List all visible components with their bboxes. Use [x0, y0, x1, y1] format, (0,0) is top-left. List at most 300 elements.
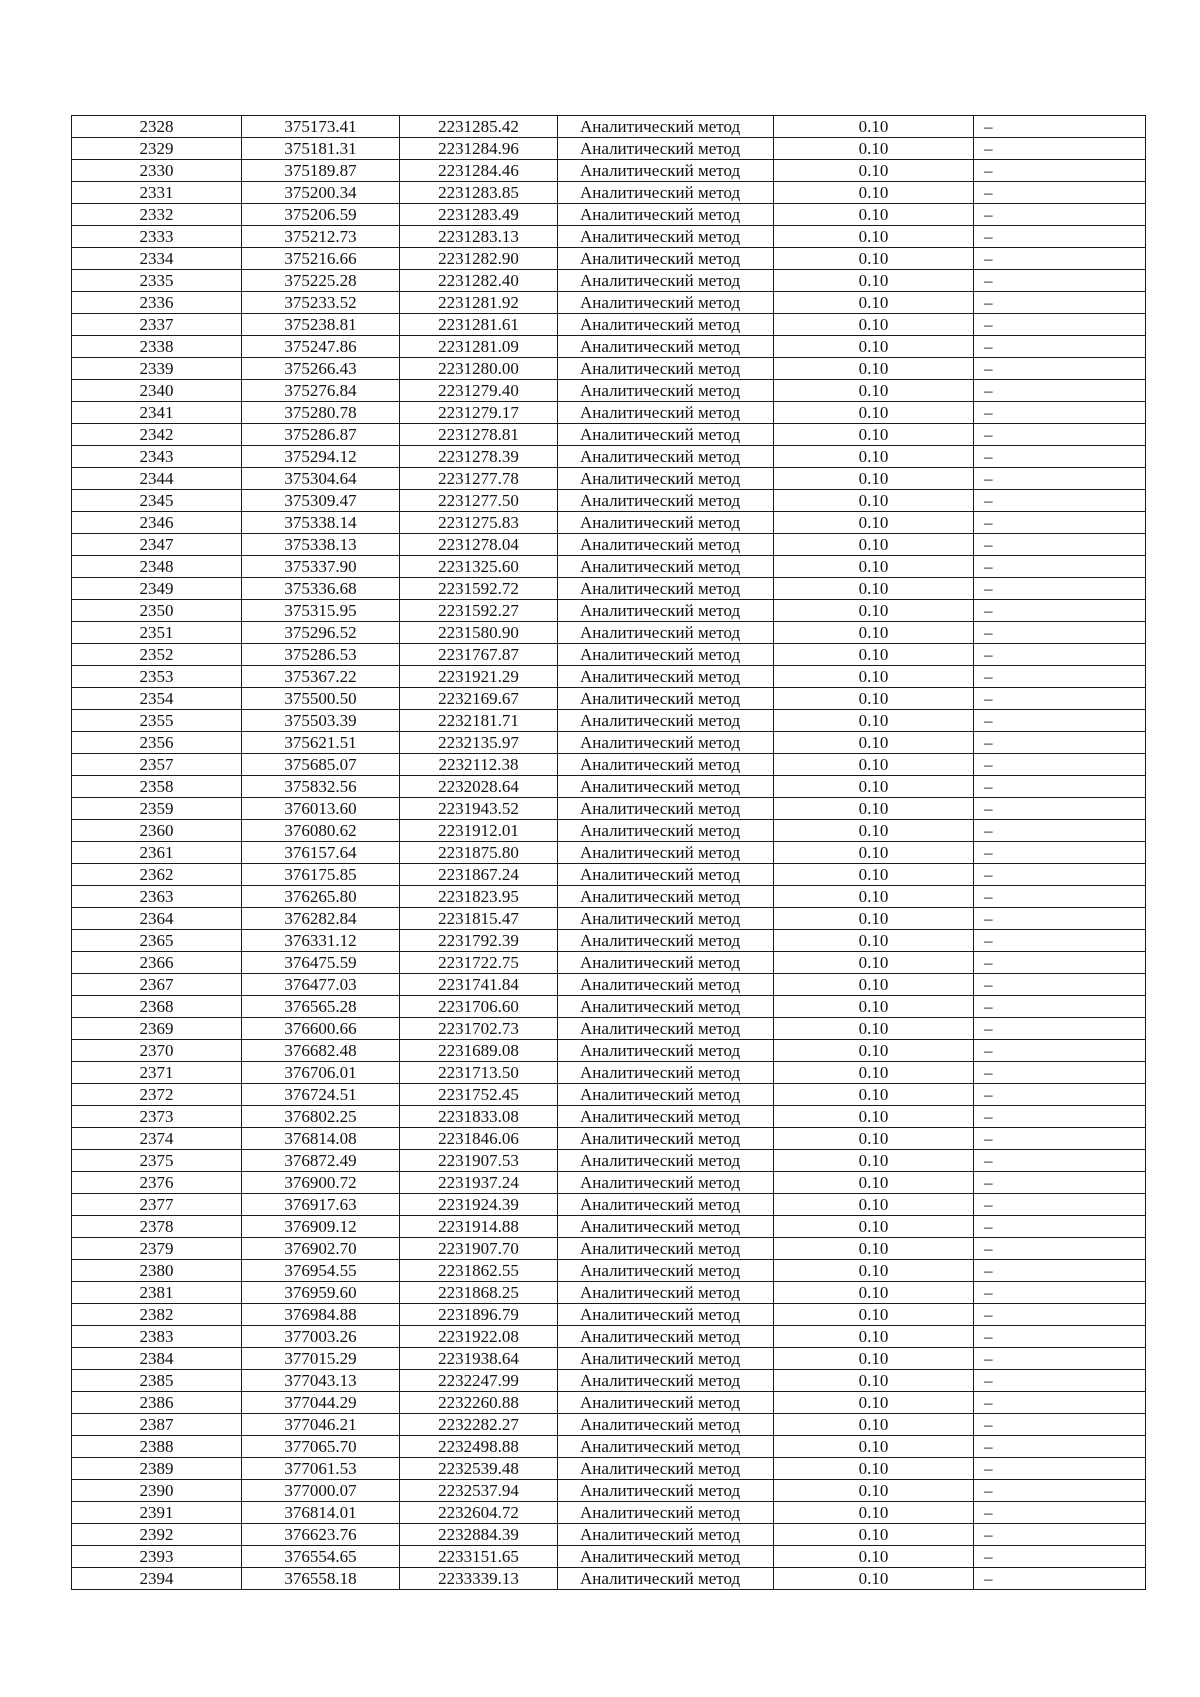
method-cell: Аналитический метод [558, 534, 774, 556]
method-cell: Аналитический метод [558, 842, 774, 864]
method-cell: Аналитический метод [558, 732, 774, 754]
method-cell: Аналитический метод [558, 1568, 774, 1590]
point-number-cell: 2360 [72, 820, 242, 842]
point-number-cell: 2375 [72, 1150, 242, 1172]
x-coordinate-cell: 377000.07 [242, 1480, 400, 1502]
y-coordinate-cell: 2231706.60 [400, 996, 558, 1018]
table-row [72, 1392, 1146, 1414]
table-row [72, 1150, 1146, 1172]
point-number-cell: 2353 [72, 666, 242, 688]
note-cell: – [974, 336, 1146, 358]
table-row [72, 556, 1146, 578]
point-number-cell: 2350 [72, 600, 242, 622]
note-cell: – [974, 138, 1146, 160]
note-cell: – [974, 534, 1146, 556]
note-cell: – [974, 666, 1146, 688]
coordinates-table [71, 115, 1146, 1590]
accuracy-cell: 0.10 [774, 534, 974, 556]
point-number-cell: 2334 [72, 248, 242, 270]
accuracy-cell: 0.10 [774, 380, 974, 402]
accuracy-cell: 0.10 [774, 886, 974, 908]
point-number-cell: 2384 [72, 1348, 242, 1370]
accuracy-cell: 0.10 [774, 468, 974, 490]
method-cell: Аналитический метод [558, 1458, 774, 1480]
point-number-cell: 2346 [72, 512, 242, 534]
y-coordinate-cell: 2231823.95 [400, 886, 558, 908]
y-coordinate-cell: 2231277.50 [400, 490, 558, 512]
accuracy-cell: 0.10 [774, 1414, 974, 1436]
accuracy-cell: 0.10 [774, 1348, 974, 1370]
table-row [72, 204, 1146, 226]
point-number-cell: 2382 [72, 1304, 242, 1326]
accuracy-cell: 0.10 [774, 446, 974, 468]
accuracy-cell: 0.10 [774, 1194, 974, 1216]
x-coordinate-cell: 377043.13 [242, 1370, 400, 1392]
y-coordinate-cell: 2231689.08 [400, 1040, 558, 1062]
y-coordinate-cell: 2232028.64 [400, 776, 558, 798]
y-coordinate-cell: 2231722.75 [400, 952, 558, 974]
table-row [72, 1458, 1146, 1480]
point-number-cell: 2390 [72, 1480, 242, 1502]
point-number-cell: 2333 [72, 226, 242, 248]
note-cell: – [974, 578, 1146, 600]
method-cell: Аналитический метод [558, 1238, 774, 1260]
table-row [72, 864, 1146, 886]
note-cell: – [974, 842, 1146, 864]
y-coordinate-cell: 2231741.84 [400, 974, 558, 996]
point-number-cell: 2373 [72, 1106, 242, 1128]
method-cell: Аналитический метод [558, 1172, 774, 1194]
note-cell: – [974, 1282, 1146, 1304]
point-number-cell: 2381 [72, 1282, 242, 1304]
x-coordinate-cell: 375212.73 [242, 226, 400, 248]
accuracy-cell: 0.10 [774, 666, 974, 688]
x-coordinate-cell: 376984.88 [242, 1304, 400, 1326]
x-coordinate-cell: 376600.66 [242, 1018, 400, 1040]
x-coordinate-cell: 375280.78 [242, 402, 400, 424]
method-cell: Аналитический метод [558, 1260, 774, 1282]
method-cell: Аналитический метод [558, 1348, 774, 1370]
x-coordinate-cell: 376013.60 [242, 798, 400, 820]
accuracy-cell: 0.10 [774, 1524, 974, 1546]
y-coordinate-cell: 2232539.48 [400, 1458, 558, 1480]
method-cell: Аналитический метод [558, 138, 774, 160]
x-coordinate-cell: 376558.18 [242, 1568, 400, 1590]
x-coordinate-cell: 377044.29 [242, 1392, 400, 1414]
accuracy-cell: 0.10 [774, 1260, 974, 1282]
x-coordinate-cell: 375367.22 [242, 666, 400, 688]
x-coordinate-cell: 375200.34 [242, 182, 400, 204]
note-cell: – [974, 512, 1146, 534]
y-coordinate-cell: 2231277.78 [400, 468, 558, 490]
table-row [72, 666, 1146, 688]
note-cell: – [974, 1040, 1146, 1062]
table-row [72, 1062, 1146, 1084]
note-cell: – [974, 1568, 1146, 1590]
point-number-cell: 2383 [72, 1326, 242, 1348]
method-cell: Аналитический метод [558, 1414, 774, 1436]
note-cell: – [974, 1128, 1146, 1150]
y-coordinate-cell: 2231938.64 [400, 1348, 558, 1370]
point-number-cell: 2366 [72, 952, 242, 974]
y-coordinate-cell: 2231815.47 [400, 908, 558, 930]
point-number-cell: 2365 [72, 930, 242, 952]
accuracy-cell: 0.10 [774, 952, 974, 974]
y-coordinate-cell: 2231767.87 [400, 644, 558, 666]
x-coordinate-cell: 375247.86 [242, 336, 400, 358]
x-coordinate-cell: 376265.80 [242, 886, 400, 908]
note-cell: – [974, 776, 1146, 798]
table-row [72, 1018, 1146, 1040]
method-cell: Аналитический метод [558, 1106, 774, 1128]
x-coordinate-cell: 376682.48 [242, 1040, 400, 1062]
point-number-cell: 2335 [72, 270, 242, 292]
table-row [72, 1370, 1146, 1392]
note-cell: – [974, 160, 1146, 182]
table-row [72, 1524, 1146, 1546]
accuracy-cell: 0.10 [774, 578, 974, 600]
note-cell: – [974, 1062, 1146, 1084]
accuracy-cell: 0.10 [774, 1084, 974, 1106]
table-row [72, 336, 1146, 358]
note-cell: – [974, 1326, 1146, 1348]
method-cell: Аналитический метод [558, 270, 774, 292]
table-row [72, 732, 1146, 754]
x-coordinate-cell: 377046.21 [242, 1414, 400, 1436]
x-coordinate-cell: 375225.28 [242, 270, 400, 292]
point-number-cell: 2367 [72, 974, 242, 996]
note-cell: – [974, 820, 1146, 842]
y-coordinate-cell: 2232135.97 [400, 732, 558, 754]
x-coordinate-cell: 375216.66 [242, 248, 400, 270]
x-coordinate-cell: 375266.43 [242, 358, 400, 380]
y-coordinate-cell: 2231278.04 [400, 534, 558, 556]
note-cell: – [974, 1172, 1146, 1194]
method-cell: Аналитический метод [558, 688, 774, 710]
y-coordinate-cell: 2231282.90 [400, 248, 558, 270]
y-coordinate-cell: 2232282.27 [400, 1414, 558, 1436]
x-coordinate-cell: 375238.81 [242, 314, 400, 336]
point-number-cell: 2337 [72, 314, 242, 336]
accuracy-cell: 0.10 [774, 424, 974, 446]
accuracy-cell: 0.10 [774, 490, 974, 512]
point-number-cell: 2338 [72, 336, 242, 358]
table-row [72, 358, 1146, 380]
point-number-cell: 2329 [72, 138, 242, 160]
note-cell: – [974, 1260, 1146, 1282]
method-cell: Аналитический метод [558, 402, 774, 424]
point-number-cell: 2347 [72, 534, 242, 556]
method-cell: Аналитический метод [558, 644, 774, 666]
x-coordinate-cell: 377065.70 [242, 1436, 400, 1458]
point-number-cell: 2364 [72, 908, 242, 930]
accuracy-cell: 0.10 [774, 204, 974, 226]
method-cell: Аналитический метод [558, 886, 774, 908]
y-coordinate-cell: 2231280.00 [400, 358, 558, 380]
y-coordinate-cell: 2231896.79 [400, 1304, 558, 1326]
y-coordinate-cell: 2232181.71 [400, 710, 558, 732]
y-coordinate-cell: 2231846.06 [400, 1128, 558, 1150]
y-coordinate-cell: 2232498.88 [400, 1436, 558, 1458]
note-cell: – [974, 1018, 1146, 1040]
method-cell: Аналитический метод [558, 996, 774, 1018]
point-number-cell: 2369 [72, 1018, 242, 1040]
accuracy-cell: 0.10 [774, 864, 974, 886]
note-cell: – [974, 1150, 1146, 1172]
y-coordinate-cell: 2231279.17 [400, 402, 558, 424]
point-number-cell: 2355 [72, 710, 242, 732]
y-coordinate-cell: 2231752.45 [400, 1084, 558, 1106]
accuracy-cell: 0.10 [774, 512, 974, 534]
y-coordinate-cell: 2231325.60 [400, 556, 558, 578]
table-row [72, 270, 1146, 292]
x-coordinate-cell: 376872.49 [242, 1150, 400, 1172]
accuracy-cell: 0.10 [774, 908, 974, 930]
accuracy-cell: 0.10 [774, 1392, 974, 1414]
note-cell: – [974, 1370, 1146, 1392]
method-cell: Аналитический метод [558, 1018, 774, 1040]
x-coordinate-cell: 375338.14 [242, 512, 400, 534]
point-number-cell: 2368 [72, 996, 242, 1018]
table-row [72, 1106, 1146, 1128]
y-coordinate-cell: 2231924.39 [400, 1194, 558, 1216]
table-row [72, 490, 1146, 512]
y-coordinate-cell: 2231278.39 [400, 446, 558, 468]
y-coordinate-cell: 2231284.46 [400, 160, 558, 182]
point-number-cell: 2345 [72, 490, 242, 512]
y-coordinate-cell: 2231792.39 [400, 930, 558, 952]
accuracy-cell: 0.10 [774, 116, 974, 138]
y-coordinate-cell: 2231912.01 [400, 820, 558, 842]
point-number-cell: 2363 [72, 886, 242, 908]
method-cell: Аналитический метод [558, 226, 774, 248]
accuracy-cell: 0.10 [774, 1326, 974, 1348]
y-coordinate-cell: 2232247.99 [400, 1370, 558, 1392]
accuracy-cell: 0.10 [774, 270, 974, 292]
note-cell: – [974, 358, 1146, 380]
accuracy-cell: 0.10 [774, 710, 974, 732]
x-coordinate-cell: 375503.39 [242, 710, 400, 732]
method-cell: Аналитический метод [558, 204, 774, 226]
x-coordinate-cell: 375621.51 [242, 732, 400, 754]
y-coordinate-cell: 2231702.73 [400, 1018, 558, 1040]
table-row [72, 1282, 1146, 1304]
x-coordinate-cell: 375338.13 [242, 534, 400, 556]
table-row [72, 1414, 1146, 1436]
note-cell: – [974, 248, 1146, 270]
table-row [72, 710, 1146, 732]
point-number-cell: 2332 [72, 204, 242, 226]
table-row [72, 1546, 1146, 1568]
accuracy-cell: 0.10 [774, 1062, 974, 1084]
table-row [72, 402, 1146, 424]
method-cell: Аналитический метод [558, 1480, 774, 1502]
y-coordinate-cell: 2231281.61 [400, 314, 558, 336]
x-coordinate-cell: 375189.87 [242, 160, 400, 182]
note-cell: – [974, 798, 1146, 820]
y-coordinate-cell: 2231833.08 [400, 1106, 558, 1128]
accuracy-cell: 0.10 [774, 1458, 974, 1480]
accuracy-cell: 0.10 [774, 776, 974, 798]
accuracy-cell: 0.10 [774, 622, 974, 644]
point-number-cell: 2331 [72, 182, 242, 204]
y-coordinate-cell: 2232260.88 [400, 1392, 558, 1414]
accuracy-cell: 0.10 [774, 248, 974, 270]
note-cell: – [974, 622, 1146, 644]
method-cell: Аналитический метод [558, 424, 774, 446]
note-cell: – [974, 1216, 1146, 1238]
x-coordinate-cell: 376475.59 [242, 952, 400, 974]
x-coordinate-cell: 376814.08 [242, 1128, 400, 1150]
point-number-cell: 2394 [72, 1568, 242, 1590]
accuracy-cell: 0.10 [774, 798, 974, 820]
point-number-cell: 2385 [72, 1370, 242, 1392]
method-cell: Аналитический метод [558, 1304, 774, 1326]
y-coordinate-cell: 2231867.24 [400, 864, 558, 886]
table-row [72, 1040, 1146, 1062]
table-row [72, 1172, 1146, 1194]
note-cell: – [974, 1106, 1146, 1128]
method-cell: Аналитический метод [558, 556, 774, 578]
x-coordinate-cell: 376917.63 [242, 1194, 400, 1216]
note-cell: – [974, 710, 1146, 732]
point-number-cell: 2371 [72, 1062, 242, 1084]
method-cell: Аналитический метод [558, 1084, 774, 1106]
table-row [72, 996, 1146, 1018]
x-coordinate-cell: 376814.01 [242, 1502, 400, 1524]
accuracy-cell: 0.10 [774, 600, 974, 622]
y-coordinate-cell: 2231279.40 [400, 380, 558, 402]
x-coordinate-cell: 375336.68 [242, 578, 400, 600]
y-coordinate-cell: 2232884.39 [400, 1524, 558, 1546]
note-cell: – [974, 644, 1146, 666]
note-cell: – [974, 226, 1146, 248]
method-cell: Аналитический метод [558, 1502, 774, 1524]
x-coordinate-cell: 376282.84 [242, 908, 400, 930]
note-cell: – [974, 556, 1146, 578]
point-number-cell: 2392 [72, 1524, 242, 1546]
note-cell: – [974, 1084, 1146, 1106]
note-cell: – [974, 996, 1146, 1018]
x-coordinate-cell: 375832.56 [242, 776, 400, 798]
point-number-cell: 2362 [72, 864, 242, 886]
note-cell: – [974, 424, 1146, 446]
method-cell: Аналитический метод [558, 1524, 774, 1546]
y-coordinate-cell: 2231278.81 [400, 424, 558, 446]
point-number-cell: 2336 [72, 292, 242, 314]
note-cell: – [974, 1502, 1146, 1524]
table-row [72, 1304, 1146, 1326]
table-row [72, 182, 1146, 204]
coordinates-table-body [72, 116, 1146, 1590]
accuracy-cell: 0.10 [774, 1370, 974, 1392]
accuracy-cell: 0.10 [774, 1304, 974, 1326]
table-row [72, 952, 1146, 974]
point-number-cell: 2356 [72, 732, 242, 754]
x-coordinate-cell: 377003.26 [242, 1326, 400, 1348]
note-cell: – [974, 292, 1146, 314]
note-cell: – [974, 754, 1146, 776]
y-coordinate-cell: 2231875.80 [400, 842, 558, 864]
y-coordinate-cell: 2233339.13 [400, 1568, 558, 1590]
table-row [72, 1238, 1146, 1260]
x-coordinate-cell: 376959.60 [242, 1282, 400, 1304]
method-cell: Аналитический метод [558, 1128, 774, 1150]
x-coordinate-cell: 377061.53 [242, 1458, 400, 1480]
accuracy-cell: 0.10 [774, 1436, 974, 1458]
point-number-cell: 2377 [72, 1194, 242, 1216]
point-number-cell: 2376 [72, 1172, 242, 1194]
note-cell: – [974, 1436, 1146, 1458]
point-number-cell: 2372 [72, 1084, 242, 1106]
table-row [72, 1480, 1146, 1502]
accuracy-cell: 0.10 [774, 930, 974, 952]
note-cell: – [974, 1348, 1146, 1370]
table-row [72, 1194, 1146, 1216]
accuracy-cell: 0.10 [774, 1282, 974, 1304]
point-number-cell: 2328 [72, 116, 242, 138]
point-number-cell: 2349 [72, 578, 242, 600]
note-cell: – [974, 1392, 1146, 1414]
accuracy-cell: 0.10 [774, 1018, 974, 1040]
method-cell: Аналитический метод [558, 908, 774, 930]
point-number-cell: 2374 [72, 1128, 242, 1150]
accuracy-cell: 0.10 [774, 688, 974, 710]
y-coordinate-cell: 2231281.09 [400, 336, 558, 358]
x-coordinate-cell: 375685.07 [242, 754, 400, 776]
point-number-cell: 2359 [72, 798, 242, 820]
note-cell: – [974, 490, 1146, 512]
table-row [72, 1260, 1146, 1282]
note-cell: – [974, 1238, 1146, 1260]
x-coordinate-cell: 375500.50 [242, 688, 400, 710]
table-row [72, 314, 1146, 336]
x-coordinate-cell: 376706.01 [242, 1062, 400, 1084]
point-number-cell: 2339 [72, 358, 242, 380]
note-cell: – [974, 1546, 1146, 1568]
note-cell: – [974, 446, 1146, 468]
note-cell: – [974, 1304, 1146, 1326]
method-cell: Аналитический метод [558, 1216, 774, 1238]
note-cell: – [974, 380, 1146, 402]
method-cell: Аналитический метод [558, 160, 774, 182]
x-coordinate-cell: 376909.12 [242, 1216, 400, 1238]
accuracy-cell: 0.10 [774, 1172, 974, 1194]
method-cell: Аналитический метод [558, 1392, 774, 1414]
method-cell: Аналитический метод [558, 358, 774, 380]
accuracy-cell: 0.10 [774, 1150, 974, 1172]
note-cell: – [974, 468, 1146, 490]
y-coordinate-cell: 2231862.55 [400, 1260, 558, 1282]
x-coordinate-cell: 376175.85 [242, 864, 400, 886]
method-cell: Аналитический метод [558, 1150, 774, 1172]
table-row [72, 138, 1146, 160]
point-number-cell: 2330 [72, 160, 242, 182]
method-cell: Аналитический метод [558, 578, 774, 600]
table-row [72, 886, 1146, 908]
note-cell: – [974, 182, 1146, 204]
x-coordinate-cell: 376900.72 [242, 1172, 400, 1194]
method-cell: Аналитический метод [558, 952, 774, 974]
note-cell: – [974, 600, 1146, 622]
table-row [72, 160, 1146, 182]
table-row [72, 380, 1146, 402]
x-coordinate-cell: 376623.76 [242, 1524, 400, 1546]
point-number-cell: 2389 [72, 1458, 242, 1480]
y-coordinate-cell: 2232537.94 [400, 1480, 558, 1502]
point-number-cell: 2388 [72, 1436, 242, 1458]
point-number-cell: 2391 [72, 1502, 242, 1524]
